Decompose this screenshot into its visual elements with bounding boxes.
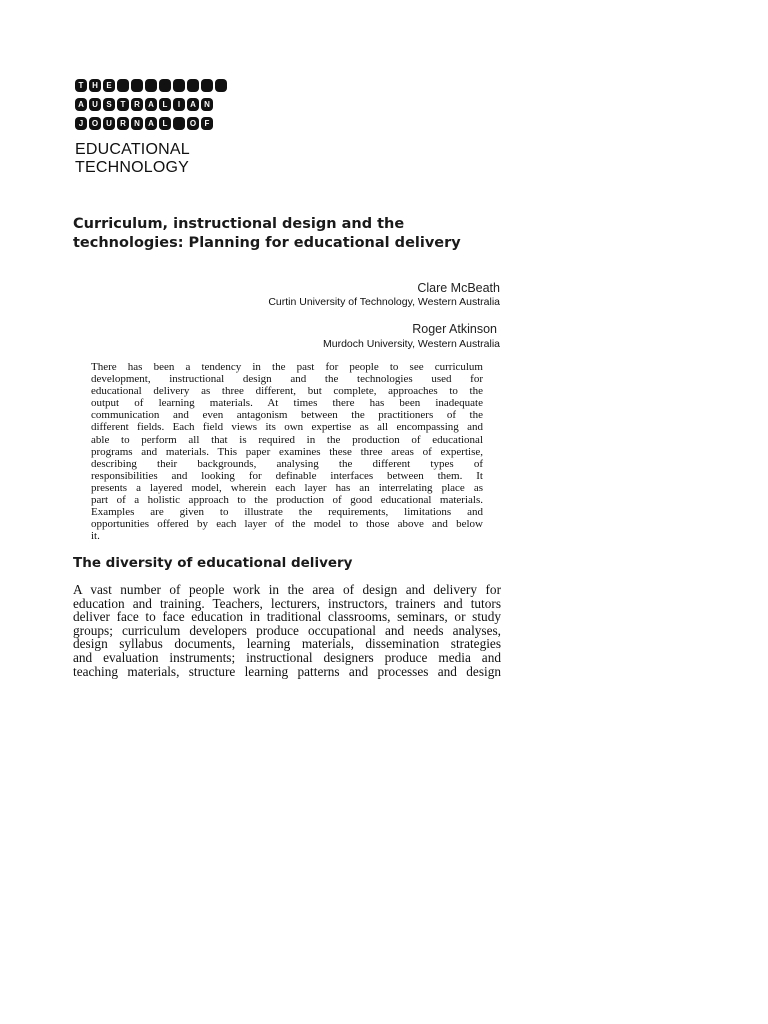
abstract-line: able to perform all that is required in the production of educational	[91, 433, 483, 446]
author-affiliation-1: Curtin University of Technology, Western Australia	[268, 296, 500, 308]
logo-tile: O	[187, 117, 199, 130]
logo-tile: A	[75, 98, 87, 111]
logo-tile: A	[145, 117, 157, 130]
abstract-line: Examples are given to illustrate the requirements, limitations and	[91, 506, 483, 519]
body-paragraph	[73, 583, 501, 678]
logo-tile	[145, 79, 157, 92]
logo-tile	[131, 79, 143, 92]
section-heading: The diversity of educational delivery	[73, 555, 353, 571]
logo-tile: I	[173, 98, 185, 111]
abstract-line: responsibilities and looking for definable interfaces between them. It	[91, 469, 483, 482]
body-line: and evaluation instruments; instructional designers produce media and	[73, 649, 501, 665]
logo-tile: H	[89, 79, 101, 92]
logo-tile: O	[89, 117, 101, 130]
logo-tile: T	[117, 98, 129, 111]
abstract-line: different fields. Each field views its own expertise as all encompassing and	[91, 421, 483, 434]
logo-tile: E	[103, 79, 115, 92]
logo-tile: R	[117, 117, 129, 130]
logo-tile: U	[103, 117, 115, 130]
logo-tile: L	[159, 98, 171, 111]
abstract-line: presents a layered model, wherein each layer has an interrelating place as	[91, 481, 483, 494]
paper-title-line: Curriculum, instructional design and the	[73, 216, 405, 232]
abstract-line: educational delivery as three different, but complete, approaches to the	[91, 385, 483, 398]
logo-tile: A	[187, 98, 199, 111]
logo-row-journal-of	[75, 117, 229, 130]
abstract	[91, 361, 483, 542]
body-line: A vast number of people work in the area of design and delivery for	[73, 582, 501, 597]
abstract-line: There has been a tendency in the past for people to see curriculum	[91, 361, 483, 373]
author-affiliation-2: Murdoch University, Western Australia	[322, 338, 500, 350]
logo-tile	[173, 117, 185, 130]
author-name-1: Clare McBeath	[417, 281, 500, 295]
logo-tile: U	[89, 98, 101, 111]
logo-row-australian	[75, 98, 229, 111]
abstract-line: opportunities offered by each layer of the model to those above and below	[91, 518, 483, 531]
author-name-2: Roger Atkinson	[412, 322, 497, 336]
logo-tile: N	[131, 117, 143, 130]
logo-tile: T	[75, 79, 87, 92]
abstract-line: communication and even antagonism between the practitioners of the	[91, 409, 483, 422]
logo-tile: A	[145, 98, 157, 111]
logo-tile	[187, 79, 199, 92]
body-line: education and training. Teachers, lecturers, instructors, trainers and tutors	[73, 595, 501, 611]
abstract-line: output of learning materials. At times there has been inadequate	[91, 397, 483, 410]
journal-name-line2: TECHNOLOGY	[75, 159, 190, 176]
logo-tile: J	[75, 117, 87, 130]
abstract-line: it.	[91, 530, 100, 543]
logo-tile: N	[201, 98, 213, 111]
logo-tile: R	[131, 98, 143, 111]
logo-tile	[201, 79, 213, 92]
logo-row-the	[75, 79, 229, 92]
body-line: groups; curriculum developers produce occupational and needs analyses,	[73, 622, 501, 638]
abstract-line: development, instructional design and the technologies used for	[91, 373, 483, 386]
abstract-line: describing their backgrounds, analysing the different types of	[91, 457, 483, 470]
logo-tile: S	[103, 98, 115, 111]
journal-name	[75, 141, 190, 177]
abstract-line: part of a holistic approach to the production of good educational materials.	[91, 494, 483, 507]
body-line: deliver face to face education in traditional classrooms, seminars, or study	[73, 609, 501, 625]
logo-tile	[117, 79, 129, 92]
journal-logo	[75, 79, 229, 136]
logo-tile	[215, 79, 227, 92]
journal-name-line1: EDUCATIONAL	[75, 141, 190, 158]
logo-tile	[173, 79, 185, 92]
body-line: design syllabus documents, learning materials, dissemination strategies	[73, 636, 501, 652]
logo-tile	[159, 79, 171, 92]
logo-tile: F	[201, 117, 213, 130]
paper-title-line: technologies: Planning for educational delivery	[73, 235, 461, 251]
body-line: teaching materials, structure learning patterns and processes and design	[73, 663, 501, 679]
abstract-line: programs and materials. This paper examines these three areas of expertise,	[91, 445, 483, 458]
paper-title	[73, 215, 513, 253]
logo-tile: L	[159, 117, 171, 130]
